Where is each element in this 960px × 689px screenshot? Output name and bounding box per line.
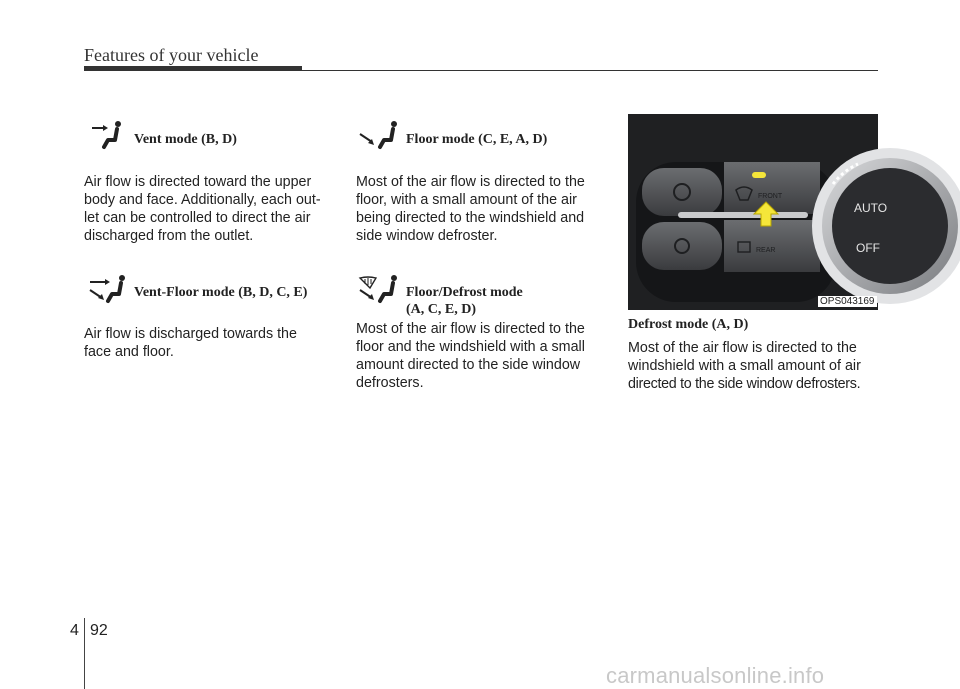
floor-mode-icon [356, 120, 402, 150]
auto-label: AUTO [854, 201, 888, 215]
vent-floor-mode-title: Vent-Floor mode (B, D, C, E) [134, 285, 308, 300]
vent-mode-icon [90, 120, 126, 150]
floor-defrost-mode-icon [356, 274, 402, 304]
floor-mode-title: Floor mode (C, E, A, D) [406, 132, 548, 147]
defrost-mode-title: Defrost mode (A, D) [628, 317, 749, 332]
floor-defrost-mode-description: Most of the air flow is directed to the floor and the windshield with a small amount directed to the side window defrosters. [356, 321, 585, 391]
off-label: OFF [856, 241, 880, 255]
page-number: 92 [90, 622, 108, 639]
floor-defrost-mode-subtitle: (A, C, E, D) [406, 302, 476, 317]
chapter-number: 4 [70, 622, 79, 639]
watermark: carmanualsonline.info [606, 663, 825, 688]
defrost-mode-description: Most of the air flow is directed to the windshield with a small amount of air directed to the side window defrosters. [628, 340, 861, 392]
floor-mode-description: Most of the air flow is directed to the floor, with a small amount of the air being directed to the windshield and side window defroster. [356, 174, 585, 244]
vent-floor-mode-description: Air flow is discharged towards the face and floor. [84, 326, 297, 360]
climate-control-photo [628, 114, 888, 310]
photo-caption: OPS043169 [820, 296, 875, 307]
rear-label: REAR [756, 247, 776, 254]
section-header: Features of your vehicle [84, 45, 259, 65]
vent-mode-description: Air flow is directed toward the upper body and face. Additionally, each out- let can be controlled to direct the air discharged from the outlet. [84, 174, 321, 244]
vent-mode-title: Vent mode (B, D) [134, 132, 237, 147]
vent-floor-mode-icon [86, 274, 130, 304]
front-label: FRONT [758, 193, 783, 200]
floor-defrost-mode-title: Floor/Defrost mode [406, 285, 523, 300]
climate-panel-illustration [628, 114, 888, 310]
header-rule [84, 70, 878, 71]
footer-divider [84, 618, 85, 689]
